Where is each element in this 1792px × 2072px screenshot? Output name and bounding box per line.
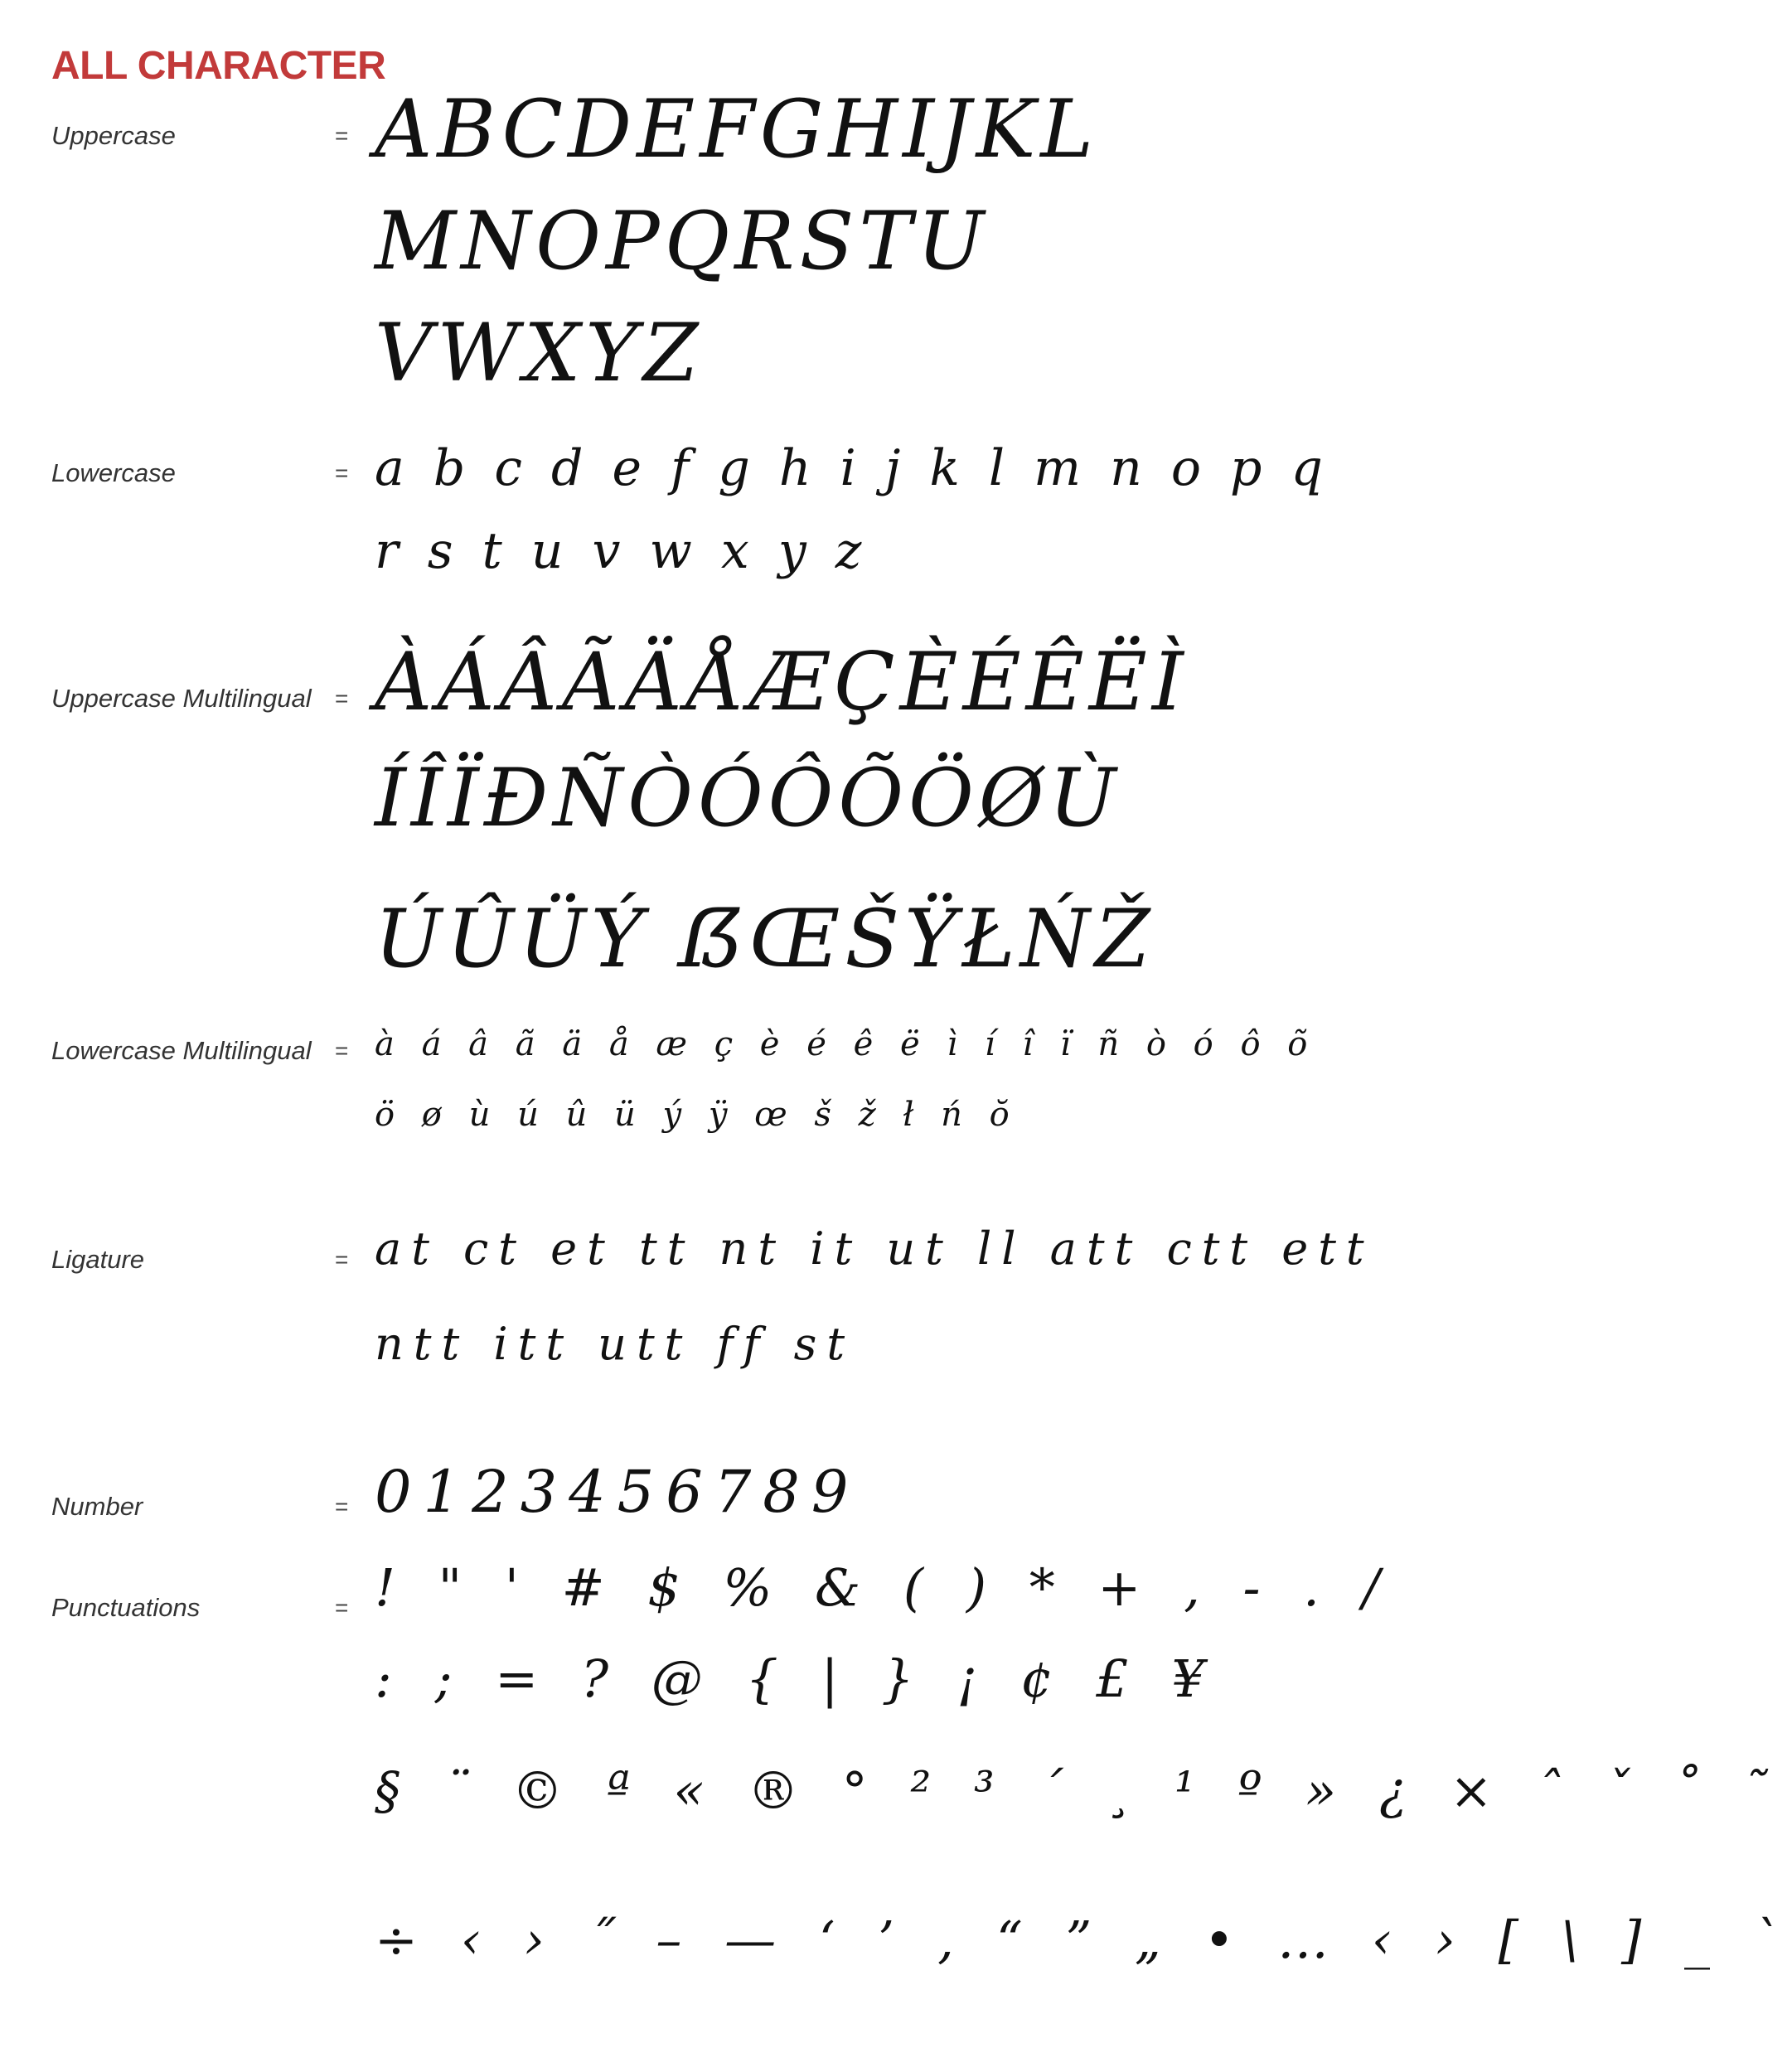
punctuations-line-2: : ; = ? @ { | } ¡ ¢ £ ¥	[375, 1648, 1218, 1709]
page-title: ALL CHARACTER	[51, 44, 386, 88]
lowercase-multilingual-line-1: à á â ã ä å æ ç è é ê ë ì í î ï ñ ò ó ô õ	[375, 1025, 1316, 1063]
lowercase-multilingual-label: Lowercase Multilingual	[51, 1036, 312, 1065]
equals-sign: =	[335, 1247, 349, 1272]
equals-sign: =	[335, 1038, 349, 1063]
uppercase-multilingual-label: Uppercase Multilingual	[51, 684, 312, 713]
equals-sign: =	[335, 685, 349, 711]
equals-sign: =	[335, 1595, 349, 1620]
uppercase-line-3: VWXYZ	[375, 307, 704, 399]
lowercase-label: Lowercase	[51, 458, 176, 487]
ligature-line-1: at ct et tt nt it ut ll att ctt ett	[375, 1222, 1374, 1275]
punctuations-line-3: § ¨ © ª « ® ° ² ³ ´ ¸ ¹ º » ¿ × ˆ ˇ ˚ ˜	[375, 1760, 1780, 1821]
uppercase-multilingual-line-1: ÀÁÂÃÄÅÆÇÈÉÊËÌ	[375, 636, 1189, 729]
lowercase-multilingual-line-2: ö ø ù ú û ü ý ÿ œ š ž ł ń ŏ	[375, 1096, 1018, 1134]
ligature-label: Ligature	[51, 1245, 145, 1274]
uppercase-multilingual-line-3: ÚÛÜÝ ẞŒŠŸŁŃŽ	[375, 893, 1155, 985]
punctuations-line-4: ÷ ‹ › ˝ – — ‘ ’ ‚ “ ” „ • … ‹ › [ \ ] _ `	[375, 1910, 1792, 1970]
equals-sign: =	[335, 1493, 349, 1519]
ligature-line-2: ntt itt utt ff st	[375, 1318, 855, 1370]
equals-sign: =	[335, 123, 349, 148]
punctuations-label: Punctuations	[51, 1593, 201, 1622]
lowercase-line-1: a b c d e f g h i j k l m n o p q	[375, 439, 1329, 497]
uppercase-label: Uppercase	[51, 121, 176, 150]
equals-sign: =	[335, 460, 349, 486]
uppercase-line-2: MNOPQRSTU	[375, 195, 990, 288]
lowercase-line-2: r s t u v w x y z	[375, 522, 869, 580]
uppercase-line-1: ABCDEFGHIJKL	[375, 83, 1099, 176]
number-line-1: 0123456789	[375, 1458, 860, 1526]
uppercase-multilingual-line-2: ÍÎÏÐÑÒÓÔÕÖØÙ	[375, 752, 1121, 845]
number-label: Number	[51, 1492, 143, 1521]
punctuations-line-1: ! " ' # $ % & ( ) * + , - . /	[375, 1557, 1393, 1618]
